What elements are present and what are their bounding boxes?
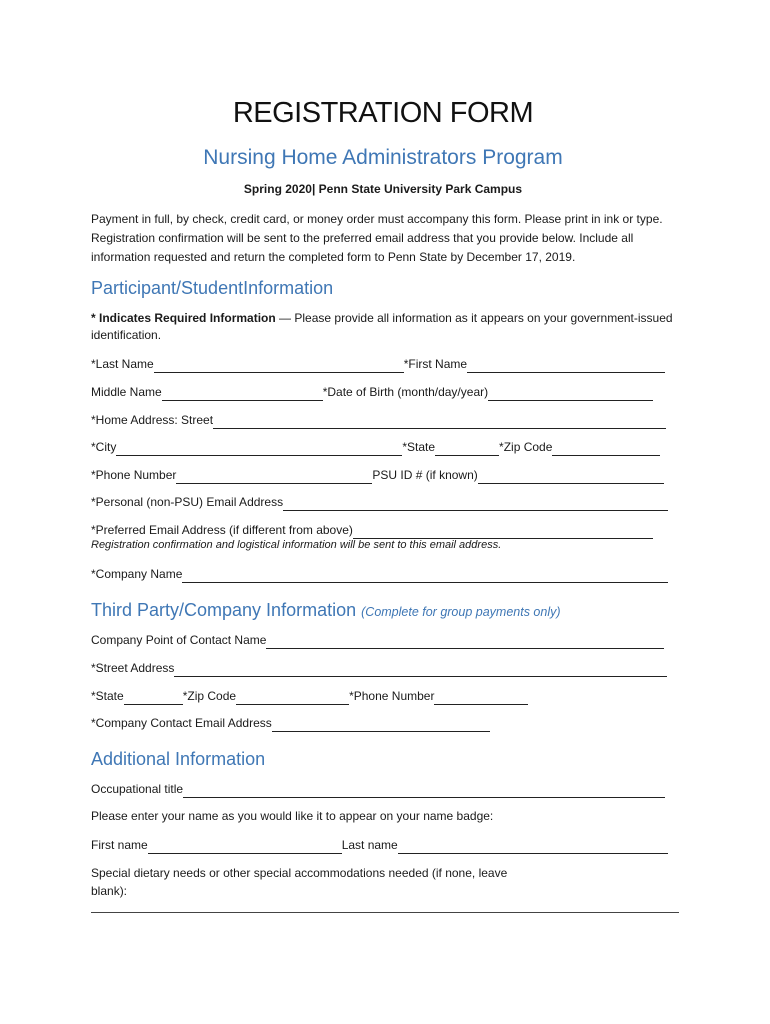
- company-name-label: *Company Name: [91, 567, 183, 581]
- preferred-email-field[interactable]: [353, 522, 653, 539]
- state-field[interactable]: [435, 439, 499, 456]
- company-state-zip-phone-row: [91, 687, 528, 705]
- company-street-label: *Street Address: [91, 661, 175, 675]
- dietary-needs-prompt: Special dietary needs or other special accommodations needed (if none, leave blank):: [91, 866, 508, 898]
- home-street-label: *Home Address: Street: [91, 413, 214, 427]
- dietary-needs-field[interactable]: [91, 912, 679, 913]
- psu-id-field[interactable]: [478, 467, 664, 484]
- personal-email-field[interactable]: [283, 494, 668, 511]
- company-name-row: [91, 565, 668, 583]
- contact-name-row: [91, 631, 664, 649]
- badge-name-row: [91, 836, 668, 854]
- additional-section-heading: Additional Information: [91, 749, 266, 769]
- occupational-title-row: [91, 780, 665, 798]
- middle-name-label: Middle Name: [91, 385, 162, 399]
- psu-id-label: PSU ID # (if known): [372, 468, 478, 482]
- required-info-bold: * Indicates Required Information: [91, 311, 276, 325]
- term-campus-line: Spring 2020| Penn State University Park Campus: [243, 182, 523, 196]
- middle-dob-row: [91, 383, 653, 401]
- middle-name-field[interactable]: [162, 384, 323, 401]
- company-street-field[interactable]: [174, 660, 667, 677]
- zip-field[interactable]: [552, 439, 660, 456]
- contact-email-label: *Company Contact Email Address: [91, 716, 272, 730]
- program-subtitle: Nursing Home Administrators Program: [203, 146, 563, 169]
- city-label: *City: [91, 440, 117, 454]
- occupational-title-field[interactable]: [183, 781, 665, 798]
- contact-email-field[interactable]: [272, 715, 490, 732]
- occupational-title-label: Occupational title: [91, 782, 184, 796]
- badge-prompt: Please enter your name as you would like it to appear on your name badge:: [91, 809, 494, 823]
- phone-label: *Phone Number: [91, 468, 177, 482]
- street-row: [91, 411, 666, 429]
- city-state-zip-row: [91, 438, 660, 456]
- first-name-label: *First Name: [403, 357, 468, 371]
- dob-label: *Date of Birth (month/day/year): [322, 385, 489, 399]
- company-zip-field[interactable]: [236, 688, 349, 705]
- contact-name-label: Company Point of Contact Name: [91, 633, 267, 647]
- company-zip-label: *Zip Code: [182, 689, 237, 703]
- badge-last-name-field[interactable]: [398, 837, 668, 854]
- last-name-field[interactable]: [154, 356, 404, 373]
- badge-first-name-field[interactable]: [148, 837, 342, 854]
- intro-paragraph: Payment in full, by check, credit card, or money order must accompany this form. Please print in ink or type. Registration confirmation will be sent to the preferred email address that you provide below. Include all information requested and return the completed form to Penn State by December 17, 2019.: [91, 212, 663, 264]
- participant-section-heading: Participant/StudentInformation: [91, 278, 334, 298]
- name-row: [91, 355, 665, 373]
- personal-email-row: [91, 493, 668, 511]
- page-title: REGISTRATION FORM: [232, 97, 534, 129]
- phone-field[interactable]: [176, 467, 372, 484]
- preferred-email-row: [91, 521, 653, 539]
- personal-email-label: *Personal (non-PSU) Email Address: [91, 495, 284, 509]
- preferred-email-label: *Preferred Email Address (if different from above): [91, 523, 353, 537]
- required-info-rest: — Please provide all information as it appears on your government-issued identification.: [91, 311, 673, 342]
- contact-name-field[interactable]: [266, 632, 664, 649]
- zip-label: *Zip Code: [499, 440, 553, 454]
- badge-last-name-label: Last name: [341, 838, 398, 852]
- third-party-heading-note: (Complete for group payments only): [361, 605, 561, 619]
- first-name-field[interactable]: [467, 356, 665, 373]
- company-phone-label: *Phone Number: [349, 689, 435, 703]
- badge-first-name-label: First name: [91, 838, 148, 852]
- home-street-field[interactable]: [213, 412, 666, 429]
- phone-psu-row: [91, 466, 664, 484]
- required-info-note: [91, 310, 675, 344]
- company-name-field[interactable]: [182, 566, 668, 583]
- state-label: *State: [402, 440, 436, 454]
- company-street-row: [91, 659, 667, 677]
- contact-email-row: [91, 714, 490, 732]
- third-party-section-heading: [91, 600, 561, 621]
- company-phone-field[interactable]: [434, 688, 528, 705]
- company-state-label: *State: [91, 689, 124, 703]
- company-state-field[interactable]: [124, 688, 183, 705]
- city-field[interactable]: [116, 439, 402, 456]
- email-confirmation-note: Registration confirmation and logistical information will be sent to this email address.: [91, 539, 502, 551]
- last-name-label: *Last Name: [91, 357, 154, 371]
- dob-field[interactable]: [488, 384, 653, 401]
- third-party-heading-text: Third Party/Company Information: [91, 600, 357, 620]
